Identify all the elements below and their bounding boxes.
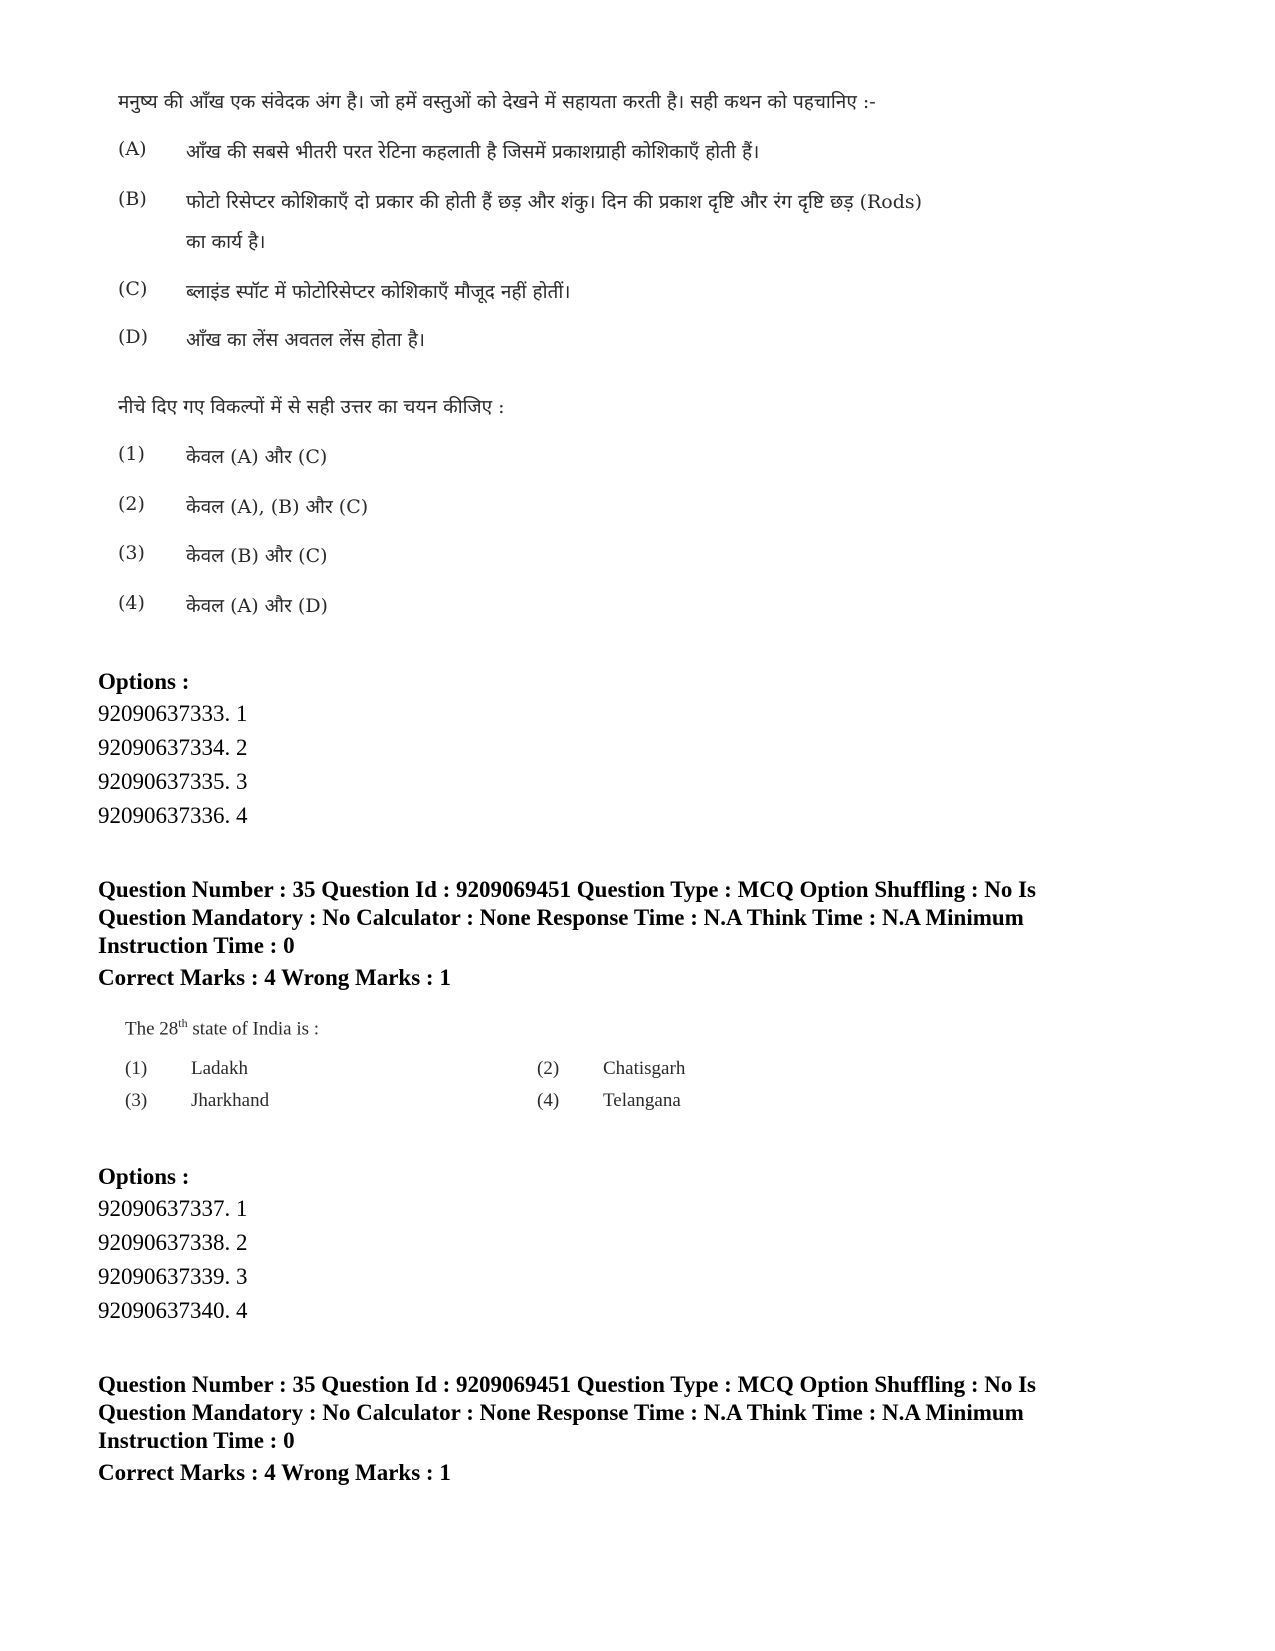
choice-label: (4) — [118, 592, 145, 614]
stem-text: The 28 — [125, 1018, 179, 1040]
choice-label: (1) — [125, 1058, 148, 1079]
question-stem — [125, 1016, 319, 1040]
question-header — [98, 1371, 1036, 1455]
statement-label: (D) — [118, 326, 149, 348]
options-list — [98, 697, 248, 833]
question-header-line: Question Mandatory : No Calculator : None Response Time : N.A Think Time : N.A Minimum — [98, 905, 1024, 930]
option-item: 92090637338. 2 — [98, 1230, 248, 1255]
question-stem: मनुष्य की आँख एक संवेदक अंग है। जो हमें वस्तुओं को देखने में सहायता करती है। सही कथन को पहचानिए :- — [118, 91, 876, 113]
statement-label: (B) — [118, 188, 147, 210]
choice-text: केवल (A) और (C) — [186, 446, 328, 468]
choice-label: (2) — [118, 493, 145, 515]
option-item: 92090637335. 3 — [98, 769, 248, 794]
choice-text: Chatisgarh — [603, 1058, 686, 1079]
choice-label: (1) — [118, 443, 145, 465]
choice-text: केवल (A), (B) और (C) — [186, 496, 369, 518]
choice-text: केवल (A) और (D) — [186, 595, 328, 617]
question-header-line: Question Number : 35 Question Id : 9209069451 Question Type : MCQ Option Shuffling : No Is — [98, 877, 1037, 902]
stem-superscript: th — [178, 1016, 188, 1030]
choice-text: Ladakh — [191, 1058, 248, 1079]
option-item: 92090637334. 2 — [98, 735, 248, 760]
question-header-line: Question Mandatory : No Calculator : None Response Time : N.A Think Time : N.A Minimum — [98, 1400, 1024, 1425]
choice-text: Telangana — [603, 1090, 681, 1111]
choice-text: केवल (B) और (C) — [186, 545, 328, 567]
statement-text: ब्लाइंड स्पॉट में फोटोरिसेप्टर कोशिकाएँ मौजूद नहीं होतीं। — [186, 281, 571, 303]
question-header-line: Question Number : 35 Question Id : 9209069451 Question Type : MCQ Option Shuffling : No Is — [98, 1372, 1037, 1397]
choice-text: Jharkhand — [191, 1090, 270, 1111]
choice-label: (2) — [537, 1058, 560, 1079]
statement-text: आँख की सबसे भीतरी परत रेटिना कहलाती है जिसमें प्रकाशग्राही कोशिकाएँ होती हैं। — [186, 141, 760, 163]
options-heading: Options : — [98, 669, 190, 694]
question-header — [98, 876, 1036, 960]
statement-label: (A) — [118, 138, 147, 160]
statement-text: फोटो रिसेप्टर कोशिकाएँ दो प्रकार की होती हैं छड़ और शंकु। दिन की प्रकाश दृष्टि और रंग दृष्टि छड़ (Rods) — [186, 191, 923, 213]
option-item: 92090637336. 4 — [98, 803, 248, 828]
question-marks: Correct Marks : 4 Wrong Marks : 1 — [98, 1460, 451, 1485]
question-header-line: Instruction Time : 0 — [98, 933, 295, 958]
choice-label: (3) — [125, 1090, 148, 1111]
stem-text: state of India is : — [187, 1018, 320, 1040]
option-item: 92090637340. 4 — [98, 1298, 248, 1323]
option-item: 92090637333. 1 — [98, 701, 248, 726]
choice-label: (4) — [537, 1090, 560, 1111]
statement-text: का कार्य है। — [186, 231, 266, 253]
choose-prompt: नीचे दिए गए विकल्पों में से सही उत्तर का चयन कीजिए : — [118, 396, 505, 418]
statement-text: आँख का लेंस अवतल लेंस होता है। — [186, 329, 426, 351]
options-list — [98, 1192, 248, 1328]
question-header-line: Instruction Time : 0 — [98, 1428, 295, 1453]
options-heading: Options : — [98, 1164, 190, 1189]
option-item: 92090637337. 1 — [98, 1196, 248, 1221]
statement-label: (C) — [118, 278, 148, 300]
question-marks: Correct Marks : 4 Wrong Marks : 1 — [98, 965, 451, 990]
option-item: 92090637339. 3 — [98, 1264, 248, 1289]
choice-label: (3) — [118, 542, 145, 564]
